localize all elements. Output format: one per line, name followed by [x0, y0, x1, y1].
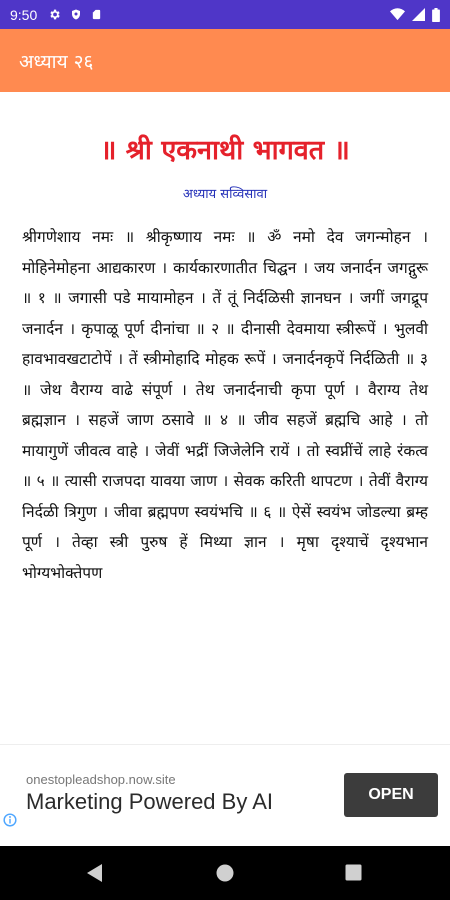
status-time: 9:50 [10, 6, 38, 23]
status-bar [0, 0, 450, 29]
app-bar-title: अध्याय २६ [19, 50, 94, 73]
battery-icon [432, 8, 440, 22]
verse-text: श्रीगणेशाय नमः ॥ श्रीकृष्णाय नमः ॥ ॐ नमो देव जगन्मोहन । मोहिनेमोहना आद्यकारण । कार्यकारणातीत चिद्घन । जय जनार्दन जगद्गुरू ॥ १ ॥ जगासी पडे मायामोहन । तें तूं निर्दळिसी ज्ञानघन । जगीं जगद्रूप जनार्दन । कृपाळू पूर्ण दीनांचा ॥ २ ॥ दीनासी देवमाया स्त्रीरूपें । भुलवी हावभावखटाटोपें । तें स्त्रीमोहादि मोहक रूपें । जनार्दनकृपें निर्दळिती ॥ ३ ॥ जेथ वैराग्य वाढे संपूर्ण । तेथ जनार्दनाची कृपा पूर्ण । वैराग्य तेथ ब्रह्मज्ञान । सहजें जाण ठसावे ॥ ४ ॥ जीव सहजें ब्रह्मचि आहे । तो मायागुणें जीवत्व वाहे । जेवीं भद्रीं जिजेलेनि रायें । तो स्वप्नींचें लाहे रंकत्व ॥ ५ ॥ त्यासी राजपदा यावया जाण । सेवक करिती थापटण । तेवीं वैराग्य निर्दळी त्रिगुण । जीवा ब्रह्मपण स्वयंभचि ॥ ६ ॥ ऐसें स्वयंभ जोडल्या ब्रम्ह पूर्ण । तेव्हा स्त्री पुरुष हें मिथ्या ज्ञान । मृषा दृश्याचें दृश्यभान भोग्यभोक्तेपण [22, 228, 428, 582]
back-icon[interactable] [87, 864, 103, 886]
app-bar [0, 29, 450, 92]
status-right-group [390, 8, 440, 22]
ad-open-button[interactable]: OPEN [344, 773, 438, 817]
shield-icon [70, 8, 82, 21]
ad-headline[interactable]: Marketing Powered By AI [26, 789, 274, 814]
ad-domain: onestopleadshop.now.site [26, 772, 176, 787]
wifi-icon [390, 8, 405, 21]
recents-icon[interactable] [345, 864, 362, 885]
ad-banner[interactable] [0, 744, 450, 846]
book-title: ॥ श्री एकनाथी भागवत ॥ [100, 135, 350, 166]
info-icon[interactable] [3, 812, 17, 826]
gear-icon [48, 8, 61, 21]
status-left-group [10, 7, 102, 23]
signal-icon [412, 8, 425, 21]
nav-bar [0, 846, 450, 900]
chapter-subtitle: अध्याय सव्विसावा [182, 187, 268, 202]
sd-card-icon [91, 8, 102, 21]
chapter-content[interactable] [0, 92, 450, 744]
home-icon[interactable] [216, 864, 234, 886]
